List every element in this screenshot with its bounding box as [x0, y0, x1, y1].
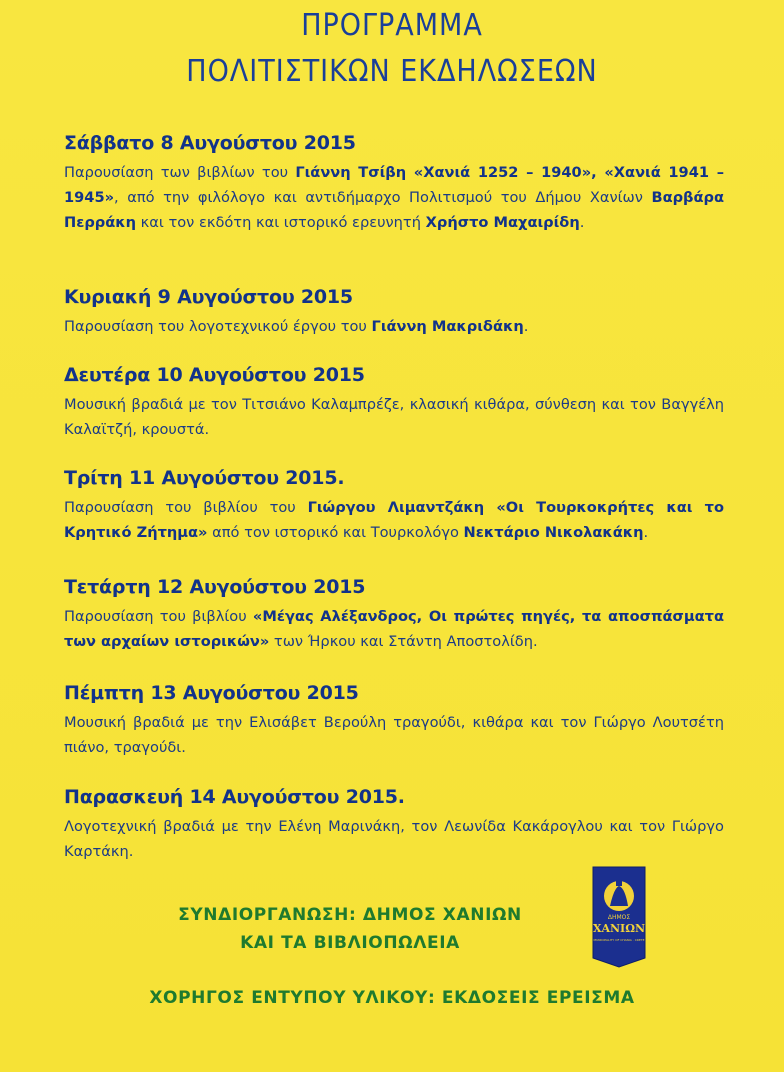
description-text: . [643, 524, 649, 541]
event-5 [64, 576, 724, 654]
event-description [64, 710, 724, 760]
description-text: Παρουσίαση του βιβλίου [64, 608, 253, 625]
event-date: Τετάρτη 12 Αυγούστου 2015 [64, 576, 366, 598]
event-date: Δευτέρα 10 Αυγούστου 2015 [64, 364, 365, 386]
description-text: και τον εκδότη και ιστορικό ερευνητή [136, 214, 426, 231]
event-4 [64, 467, 724, 545]
event-description [64, 314, 724, 339]
logo-sub-text: MUNICIPALITY OF CHANIA · CRETE [593, 938, 645, 942]
description-text: . [523, 318, 529, 335]
municipality-chania-logo [592, 866, 646, 968]
event-date: Κυριακή 9 Αυγούστου 2015 [64, 286, 353, 308]
event-3 [64, 364, 724, 442]
highlighted-text: Γιάννη Τσίβη «Χανιά 1252 – 1940», «Χανιά 1941 – 1945» [64, 164, 724, 206]
highlighted-text: Γιώργου Λιμαντζάκη «Οι Τουρκοκρήτες και το Κρητικό Ζήτημα» [64, 499, 724, 541]
description-text: Μουσική βραδιά με τον Τιτσιάνο Καλαμπρέζε, κλασική κιθάρα, σύνθεση και τον Βαγγέλη Καλαϊτζή, κρουστά. [64, 396, 724, 438]
event-description [64, 392, 724, 442]
title-line-1: ΠΡΟΓΡΑΜΜΑ [301, 8, 483, 43]
highlighted-text: «Μέγας Αλέξανδρος, Οι πρώτες πηγές, τα αποσπάσματα των αρχαίων ιστορικών» [64, 608, 725, 650]
event-description [64, 495, 724, 545]
highlighted-text: Χρήστο Μαχαιρίδη [425, 214, 580, 231]
description-text: από τον ιστορικό και Τουρκολόγο [207, 524, 464, 541]
co-organization-line-2: ΚΑΙ ΤΑ ΒΙΒΛΙΟΠΩΛΕΙΑ [240, 933, 460, 953]
event-2 [64, 286, 724, 339]
description-text: Παρουσίαση των βιβλίων του [64, 164, 296, 181]
description-text: Μουσική βραδιά με την Ελισάβετ Βερούλη τραγούδι, κιθάρα και τον Γιώργο Λουτσέτη πιάνο, τραγούδι. [64, 714, 724, 756]
description-text: , από την φιλόλογο και αντιδήμαρχο Πολιτισμού του Δήμου Χανίων [114, 189, 652, 206]
highlighted-text: Γιάννη Μακριδάκη [371, 318, 524, 335]
description-text: Παρουσίαση του βιβλίου του [64, 499, 308, 516]
logo-main-text: ΧΑΝΙΩΝ [592, 922, 646, 935]
co-organization-line-1: ΣΥΝΔΙΟΡΓΑΝΩΣΗ: ΔΗΜΟΣ ΧΑΝΙΩΝ [178, 905, 522, 925]
event-date: Τρίτη 11 Αυγούστου 2015. [64, 467, 345, 489]
description-text: των Ήρκου και Στάντη Αποστολίδη. [269, 633, 538, 650]
event-7 [64, 786, 724, 864]
title-line-2: ΠΟΛΙΤΙΣΤΙΚΩΝ ΕΚΔΗΛΩΣΕΩΝ [186, 54, 598, 89]
sponsor-line: ΧΟΡΗΓΟΣ ΕΝΤΥΠΟΥ ΥΛΙΚΟΥ: ΕΚΔΟΣΕΙΣ ΕΡΕΙΣΜΑ [149, 988, 635, 1008]
event-date: Παρασκευή 14 Αυγούστου 2015. [64, 786, 405, 808]
description-text: Παρουσίαση του λογοτεχνικού έργου του [64, 318, 372, 335]
event-date: Πέμπτη 13 Αυγούστου 2015 [64, 682, 359, 704]
highlighted-text: Νεκτάριο Νικολακάκη [463, 524, 644, 541]
description-text: Λογοτεχνική βραδιά με την Ελένη Μαρινάκη, τον Λεωνίδα Κακάρογλου και τον Γιώργο Καρτάκη. [64, 818, 724, 860]
event-1 [64, 132, 724, 235]
highlighted-text: Βαρβάρα Περράκη [64, 189, 724, 231]
event-description [64, 814, 724, 864]
event-description [64, 604, 724, 654]
event-6 [64, 682, 724, 760]
event-description [64, 160, 724, 235]
logo-top-text: ΔΗΜΟΣ [607, 914, 631, 921]
description-text: . [579, 214, 585, 231]
event-date: Σάββατο 8 Αυγούστου 2015 [64, 132, 356, 154]
